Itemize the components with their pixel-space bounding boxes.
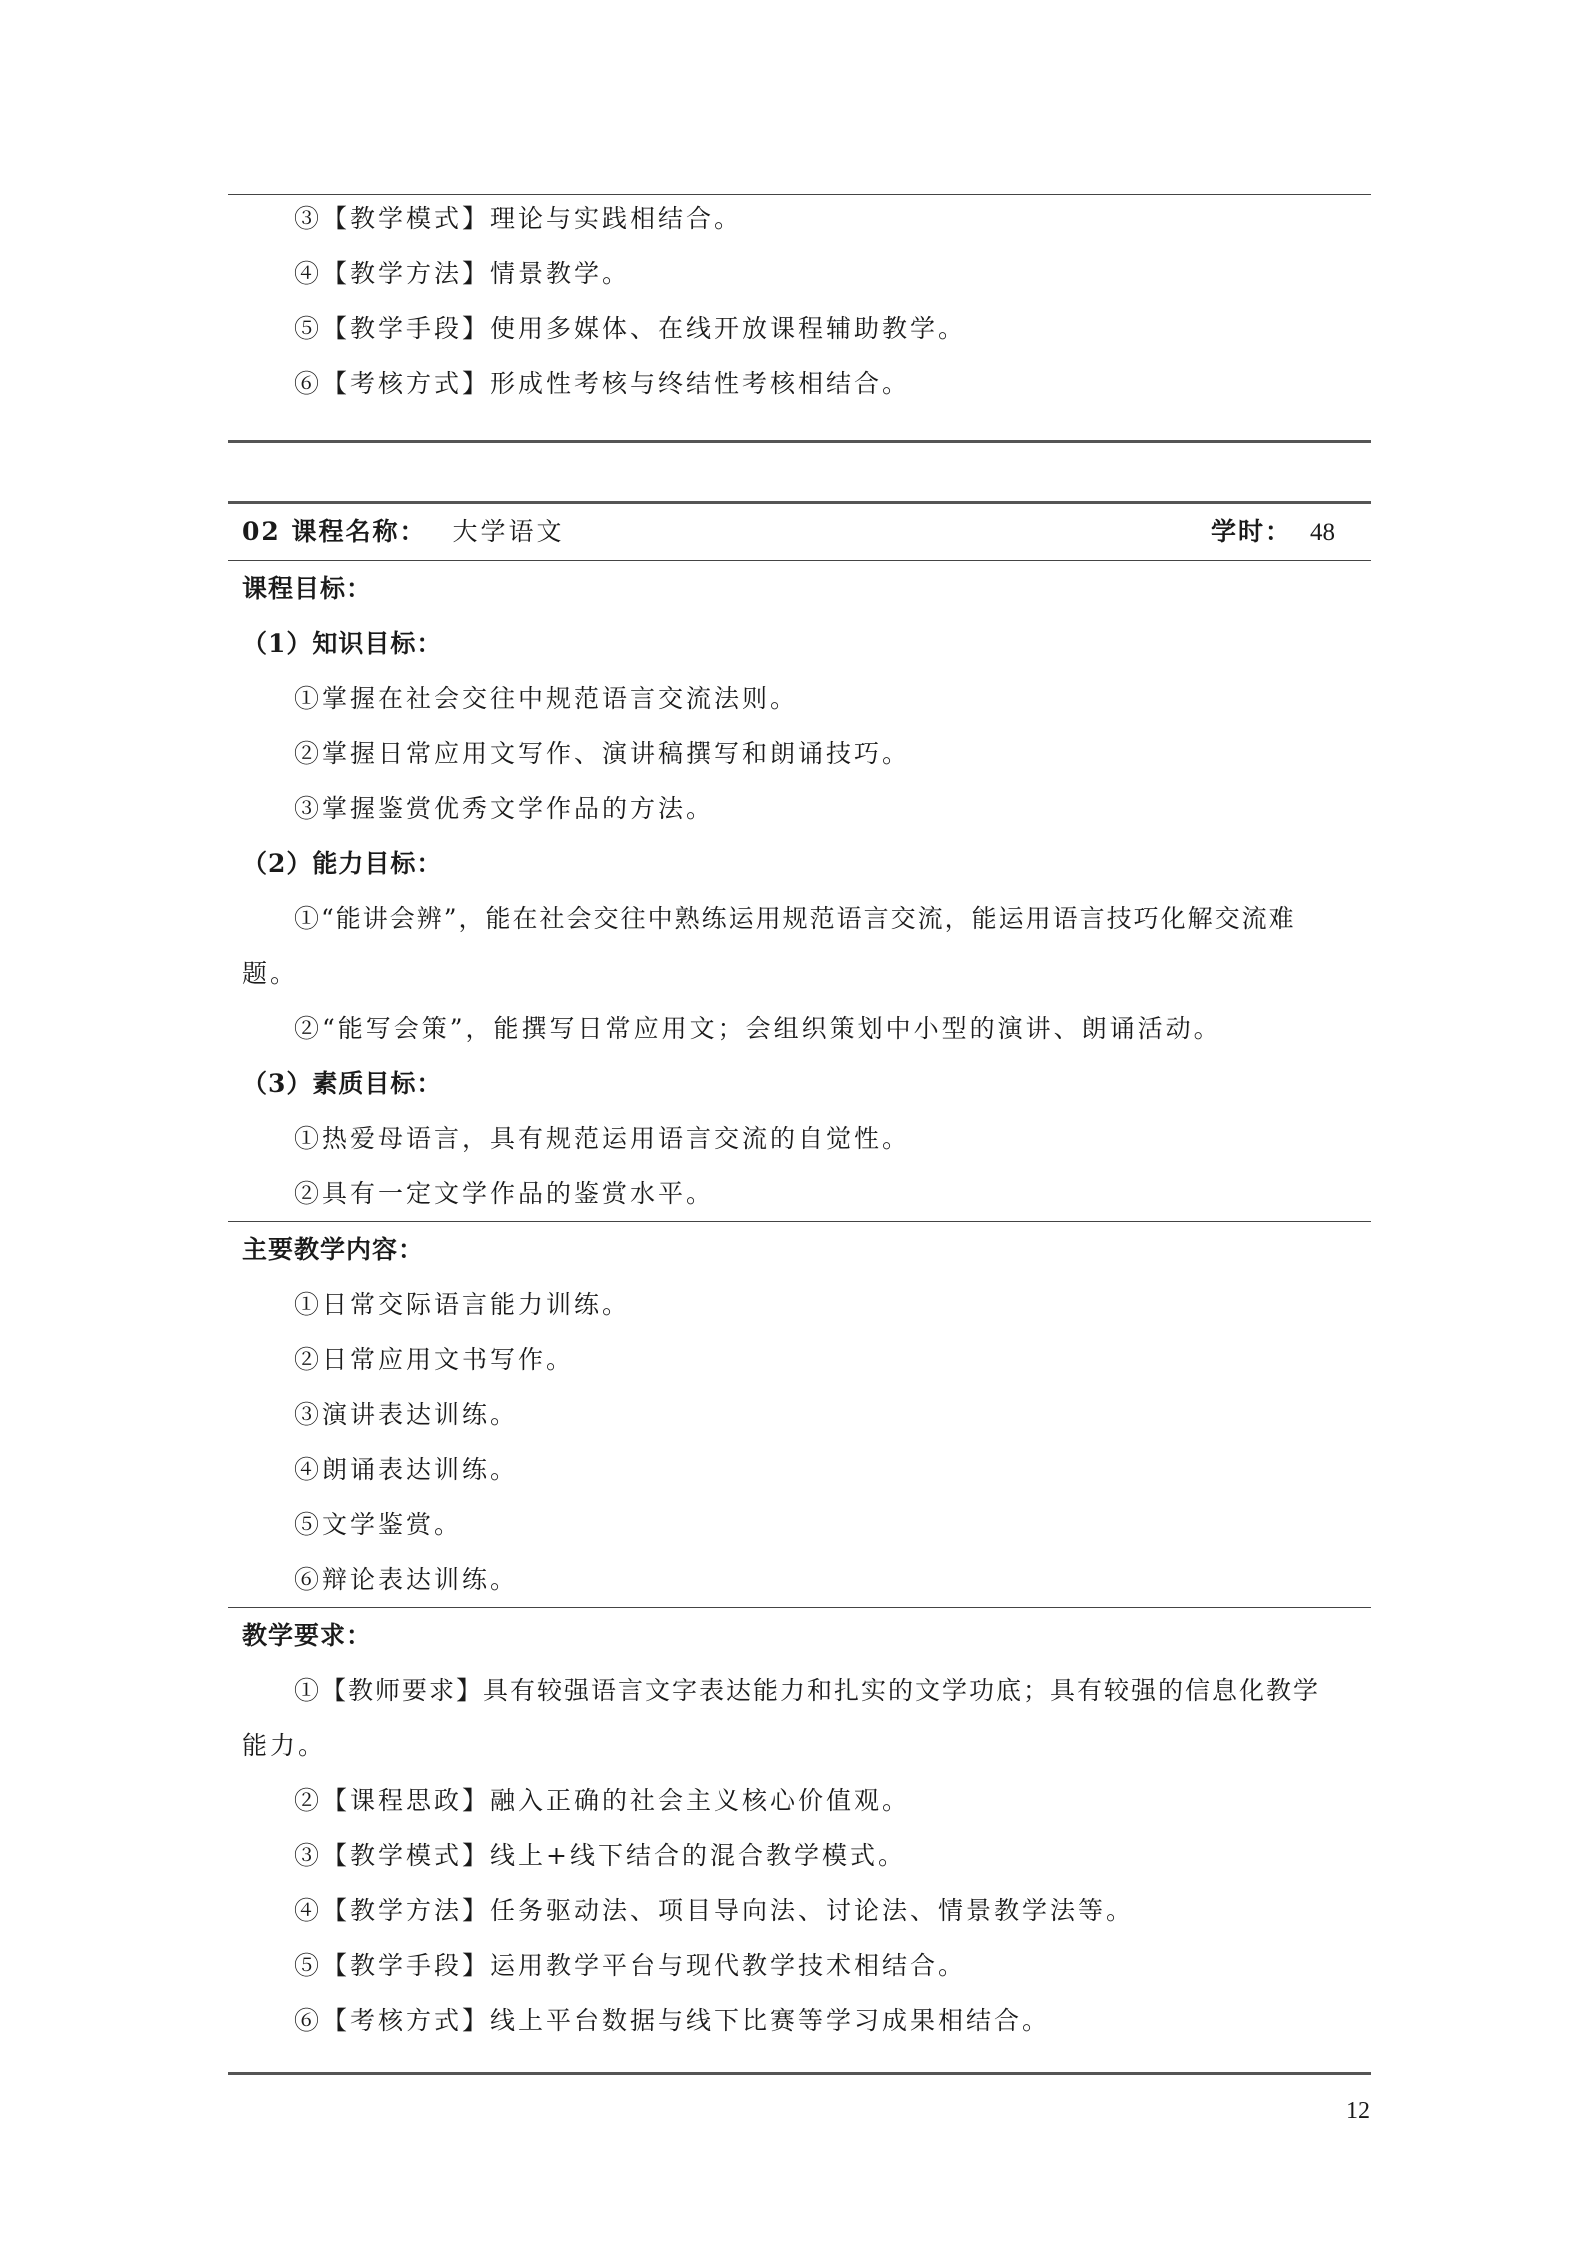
list-item: ④【教学方法】情景教学。	[294, 259, 631, 288]
list-item: ③演讲表达训练。	[294, 1400, 519, 1429]
list-item: ①日常交际语言能力训练。	[294, 1290, 631, 1319]
list-item: ①掌握在社会交往中规范语言交流法则。	[294, 684, 799, 713]
course-name-label: 02 课程名称：	[242, 517, 427, 546]
quality-heading: （3）素质目标：	[242, 1069, 443, 1098]
course-bottom-rule	[228, 2072, 1371, 2075]
list-item: ⑥【考核方式】形成性考核与终结性考核相结合。	[294, 369, 911, 398]
list-item: ③【教学模式】线上+线下结合的混合教学模式。	[294, 1841, 906, 1870]
course-hours-label: 学时：	[1211, 517, 1293, 546]
requirements-heading: 教学要求：	[242, 1621, 373, 1650]
course-goals	[228, 561, 1371, 1221]
list-item: ②掌握日常应用文写作、演讲稿撰写和朗诵技巧。	[294, 739, 911, 768]
course-requirements	[228, 1608, 1371, 2048]
list-item: ⑤文学鉴赏。	[294, 1510, 463, 1539]
ability-heading: （2）能力目标：	[242, 849, 443, 878]
list-item: ②日常应用文书写作。	[294, 1345, 575, 1374]
list-item: ⑥【考核方式】线上平台数据与线下比赛等学习成果相结合。	[294, 2006, 1051, 2035]
list-item: ①“能讲会辨”，能在社会交往中熟练运用规范语言交流，能运用语言技巧化解交流难	[294, 904, 1296, 933]
knowledge-heading: （1）知识目标：	[242, 629, 443, 658]
list-item: ①【教师要求】具有较强语言文字表达能力和扎实的文学功底；具有较强的信息化教学	[294, 1676, 1321, 1705]
prev-section	[228, 191, 1371, 411]
list-item: ④【教学方法】任务驱动法、项目导向法、讨论法、情景教学法等。	[294, 1896, 1135, 1925]
list-item: ②【课程思政】融入正确的社会主义核心价值观。	[294, 1786, 911, 1815]
list-item-continuation: 题。	[242, 959, 299, 988]
list-item: ③【教学模式】理论与实践相结合。	[294, 204, 743, 233]
list-item: ⑤【教学手段】使用多媒体、在线开放课程辅助教学。	[294, 314, 967, 343]
content-heading: 主要教学内容：	[242, 1235, 425, 1264]
list-item: ⑤【教学手段】运用教学平台与现代教学技术相结合。	[294, 1951, 967, 1980]
goals-heading: 课程目标：	[242, 574, 373, 603]
list-item: ①热爱母语言，具有规范运用语言交流的自觉性。	[294, 1124, 911, 1153]
course-hours: 48	[1310, 519, 1335, 546]
list-item: ③掌握鉴赏优秀文学作品的方法。	[294, 794, 715, 823]
list-item-continuation: 能力。	[242, 1731, 327, 1760]
list-item: ⑥辩论表达训练。	[294, 1565, 519, 1594]
list-item: ②“能写会策”，能撰写日常应用文；会组织策划中小型的演讲、朗诵活动。	[294, 1014, 1222, 1043]
page-content	[228, 0, 1371, 2075]
list-item: ②具有一定文学作品的鉴赏水平。	[294, 1179, 715, 1208]
course-header-row	[228, 504, 1371, 560]
course-name: 大学语文	[452, 517, 565, 546]
course-content	[228, 1222, 1371, 1607]
page-number: 12	[1346, 2098, 1370, 2124]
list-item: ④朗诵表达训练。	[294, 1455, 519, 1484]
